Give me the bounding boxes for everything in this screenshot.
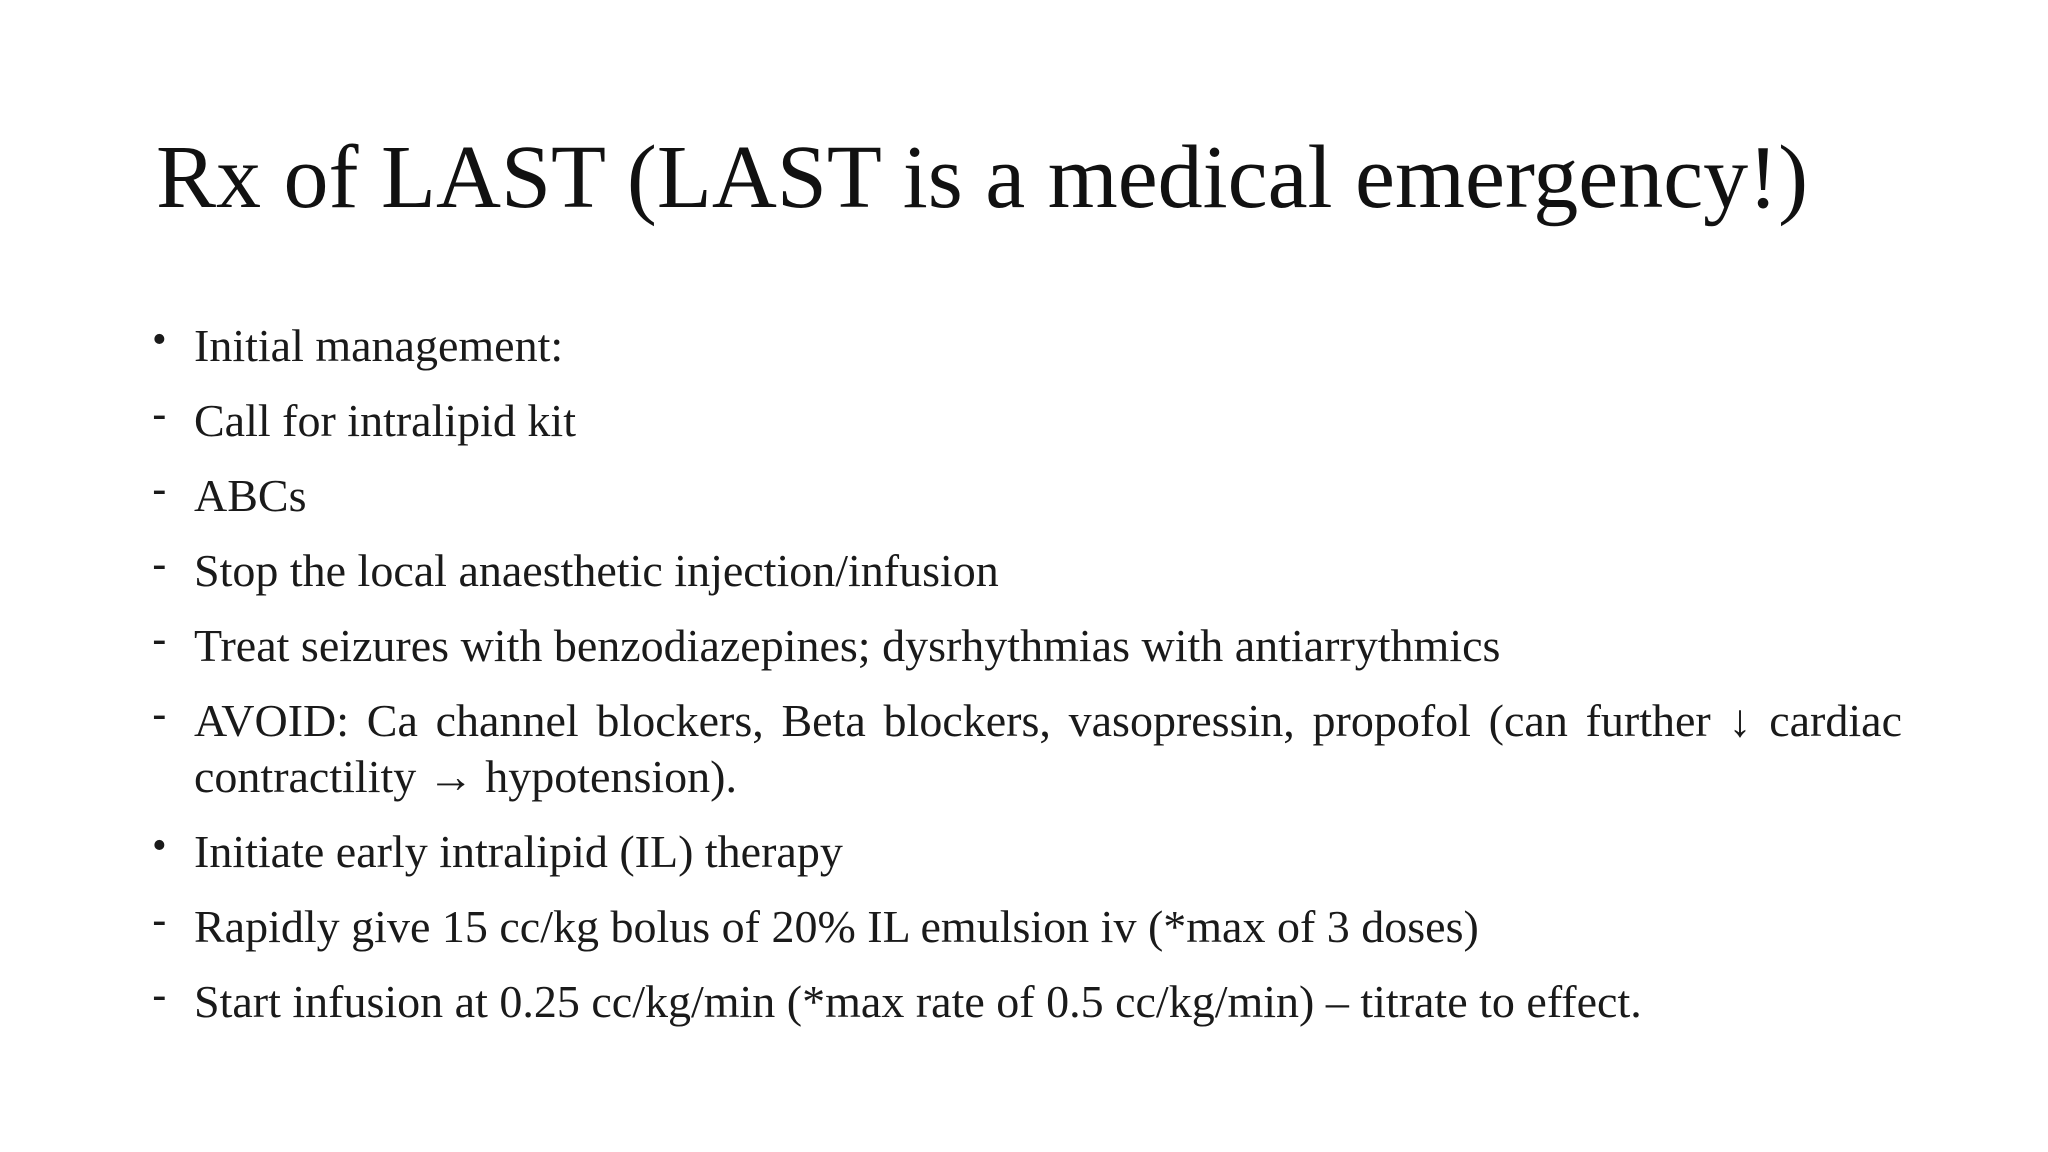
list-item [152,615,1902,674]
list-item-text: Rapidly give 15 cc/kg bolus of 20% IL emulsion iv (*max of 3 doses) [194,901,1479,952]
list-item-text: ABCs [194,470,307,521]
dash-marker: - [152,971,167,1020]
list-item [152,318,1902,374]
list-item-text: Initiate early intralipid (IL) therapy [194,826,843,877]
list-item [152,465,1902,524]
dash-marker: - [152,615,167,664]
list-item-text: Start infusion at 0.25 cc/kg/min (*max rate of 0.5 cc/kg/min) – titrate to effect. [194,976,1642,1027]
list-item [152,390,1902,449]
bullet-marker: • [152,823,167,869]
list-item [152,896,1902,955]
dash-marker: - [152,690,167,739]
list-item-text: Call for intralipid kit [194,395,576,446]
bullet-marker: • [152,317,167,363]
list-item [152,540,1902,599]
slide-title: Rx of LAST (LAST is a medical emergency!) [156,128,1809,227]
list-item [152,690,1902,805]
dash-marker: - [152,390,167,439]
list-item [152,971,1902,1030]
bullet-list [152,318,1902,1049]
list-item [152,824,1902,880]
list-item-text: AVOID: Ca channel blockers, Beta blockers, vasopressin, propofol (can further ↓ cardiac contractility → hypotension). [194,695,1902,802]
list-item-text: Stop the local anaesthetic injection/infusion [194,545,999,596]
list-item-text: Initial management: [194,320,564,371]
dash-marker: - [152,465,167,514]
dash-marker: - [152,540,167,589]
list-item-text: Treat seizures with benzodiazepines; dysrhythmias with antiarrythmics [194,620,1501,671]
dash-marker: - [152,896,167,945]
